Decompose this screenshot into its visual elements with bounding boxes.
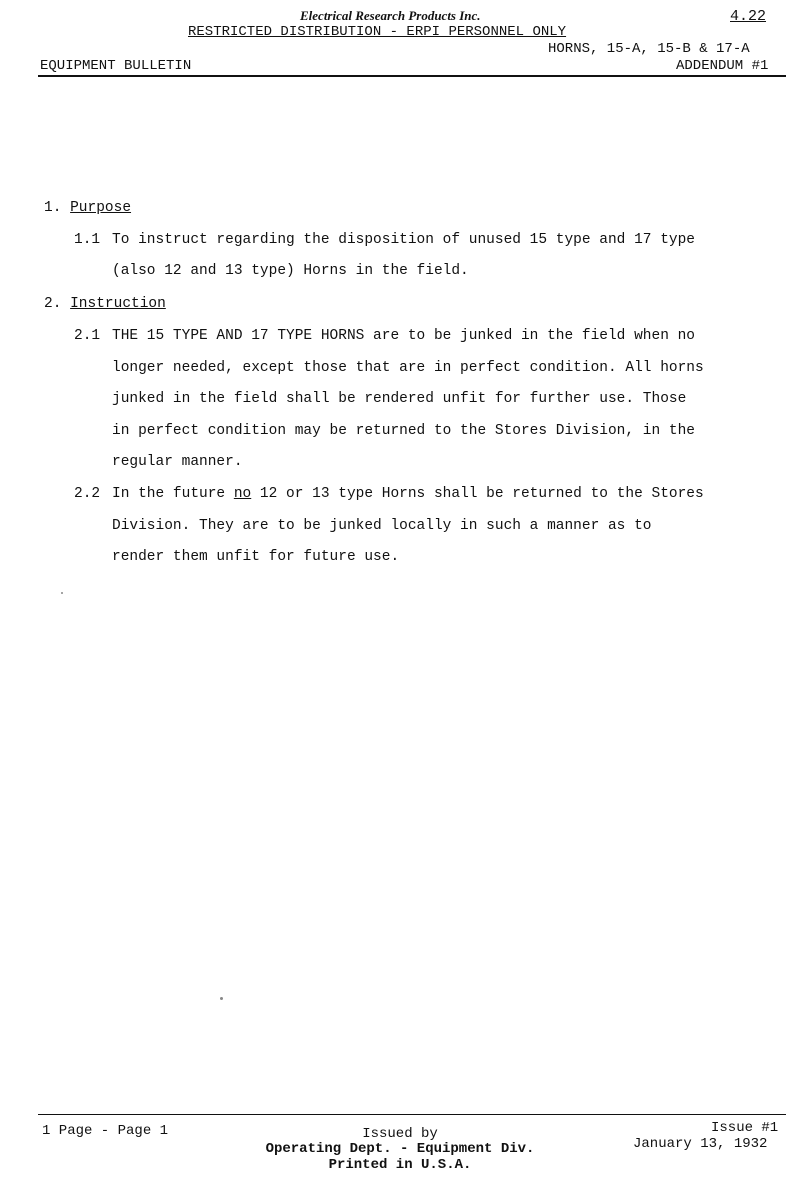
item-2-2-line [112,486,704,502]
section-2-heading [44,296,166,312]
bulletin-subject: HORNS, 15-A, 15-B & 17-A [548,41,750,57]
item-2-2-number: 2.2 [74,486,101,502]
addendum-label: ADDENDUM #1 [676,58,769,74]
item-2-2-line: render them unfit for future use. [112,549,400,565]
section-title: Purpose [70,200,132,216]
item-2-1-line: junked in the field shall be rendered unfit for further use. Those [112,391,687,407]
bulletin-type: EQUIPMENT BULLETIN [40,58,192,74]
item-2-1-line: regular manner. [112,454,243,470]
item-1-1-line: To instruct regarding the disposition of unused 15 type and 17 type [112,232,695,248]
document-number: 4.22 [730,8,767,25]
section-number: 2. [44,296,62,312]
item-1-1-line: (also 12 and 13 type) Horns in the field. [112,263,469,279]
header-rule [38,75,786,77]
company-name: Electrical Research Products Inc. [300,8,481,23]
scan-speck [61,592,63,594]
page-indicator: 1 Page - Page 1 [42,1123,169,1139]
section-1-heading [44,200,131,216]
issue-date: January 13, 1932 [633,1136,768,1152]
text-run: 12 or 13 type Horns shall be returned to the Stores [251,486,704,502]
issued-by: Issued by [362,1126,438,1142]
item-1-1-number: 1.1 [74,232,101,248]
section-number: 1. [44,200,62,216]
emphasized-word: no [233,486,252,502]
scan-speck [220,997,223,1000]
section-title: Instruction [70,296,166,312]
footer-rule [38,1114,786,1115]
item-2-1-line: THE 15 TYPE AND 17 TYPE HORNS are to be junked in the field when no [112,328,695,344]
item-2-1-number: 2.1 [74,328,101,344]
restricted-distribution-notice: RESTRICTED DISTRIBUTION - ERPI PERSONNEL ONLY [188,24,567,40]
item-2-1-line: in perfect condition may be returned to the Stores Division, in the [112,423,695,439]
printed-in: Printed in U.S.A. [328,1157,472,1173]
text-run: In the future [112,486,234,502]
item-2-2-line: Division. They are to be junked locally in such a manner as to [112,518,652,534]
item-2-1-line: longer needed, except those that are in perfect condition. All horns [112,360,704,376]
issue-number: Issue #1 [711,1120,779,1136]
issuing-department: Operating Dept. - Equipment Div. [265,1141,535,1157]
